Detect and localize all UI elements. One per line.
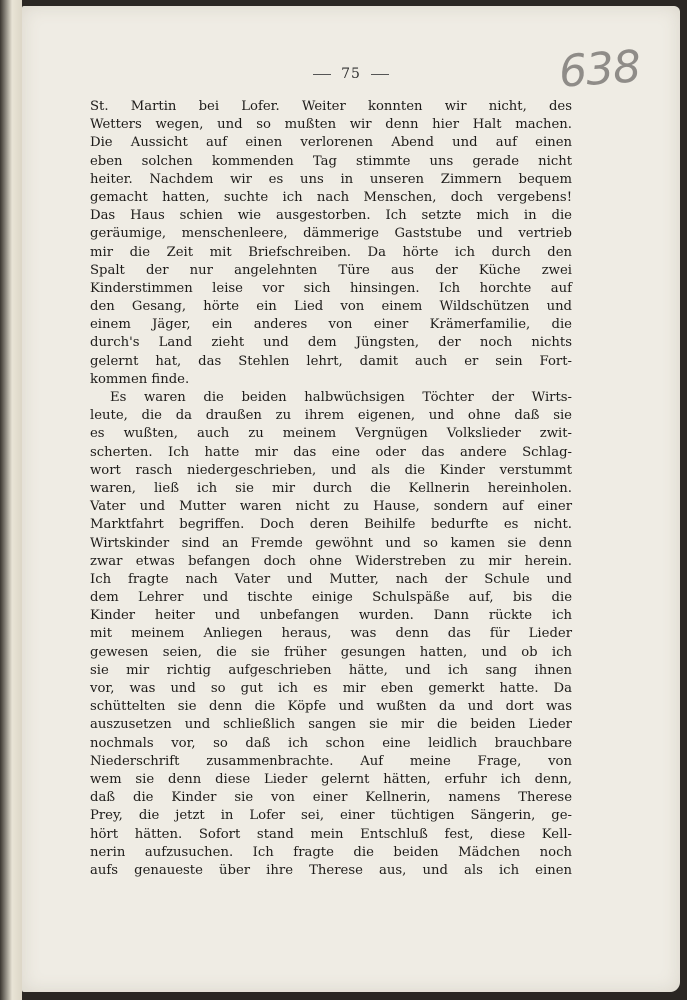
text-line: wort rasch niedergeschrieben, und als die Kinder verstummt: [90, 462, 572, 478]
text-line: es wußten, auch zu meinem Vergnügen Volkslieder zwit-: [90, 426, 572, 442]
text-line: Spalt der nur angelehnten Türe aus der Küche zwei: [90, 262, 572, 278]
text-line: kommen finde.: [90, 371, 190, 387]
body-text: [90, 98, 572, 880]
folio-dash-left: [313, 74, 331, 75]
text-line: Wirtskinder sind an Fremde gewöhnt und so kamen sie denn: [90, 535, 572, 551]
text-line: mit meinem Anliegen heraus, was denn das für Lieder: [90, 626, 572, 642]
text-line: einem Jäger, ein anderes von einer Krämerfamilie, die: [90, 317, 572, 333]
text-line: mir die Zeit mit Briefschreiben. Da hörte ich durch den: [90, 244, 572, 260]
text-line: leute, die da draußen zu ihrem eigenen, und ohne daß sie: [90, 408, 572, 424]
text-line: gelernt hat, das Stehlen lehrt, damit auch er sein Fort-: [90, 353, 572, 369]
text-line: scherten. Ich hatte mir das eine oder das andere Schlag-: [90, 444, 572, 460]
text-line: durch's Land zieht und dem Jüngsten, der noch nichts: [90, 335, 572, 351]
text-line: sie mir richtig aufgeschrieben hätte, und ich sang ihnen: [90, 662, 572, 678]
text-line: zwar etwas befangen doch ohne Widerstreben zu mir herein.: [90, 553, 572, 569]
page-number-value: 75: [341, 66, 361, 82]
text-line: Es waren die beiden halbwüchsigen Töchter der Wirts-: [110, 390, 572, 405]
text-line: Wetters wegen, und so mußten wir denn hier Halt machen.: [90, 117, 572, 133]
text-line: dem Lehrer und tischte einige Schulspäße auf, bis die: [90, 590, 572, 606]
text-line: Prey, die jetzt in Lofer sei, einer tüchtigen Sängerin, ge-: [90, 808, 572, 824]
text-line: Niederschrift zusammenbrachte. Auf meine Frage, von: [90, 753, 572, 769]
text-line: Kinder heiter und unbefangen wurden. Dann rückte ich: [90, 608, 572, 624]
text-line: Die Aussicht auf einen verlorenen Abend und auf einen: [90, 135, 572, 151]
text-line: nerin aufzusuchen. Ich fragte die beiden Mädchen noch: [90, 844, 572, 860]
text-line: heiter. Nachdem wir es uns in unseren Zimmern bequem: [90, 171, 572, 187]
text-line: daß die Kinder sie von einer Kellnerin, namens Therese: [90, 790, 572, 806]
text-line: schüttelten sie denn die Köpfe und wußten da und dort was: [90, 699, 572, 715]
text-line: auszusetzen und schließlich sangen sie mir die beiden Lieder: [90, 717, 572, 733]
text-line: Kinderstimmen leise vor sich hinsingen. Ich horchte auf: [90, 280, 572, 296]
text-line: St. Martin bei Lofer. Weiter konnten wir nicht, des: [90, 99, 572, 114]
text-line: geräumige, menschenleere, dämmerige Gaststube und vertrieb: [90, 226, 572, 242]
text-line: gemacht hatten, suchte ich nach Menschen, doch vergebens!: [90, 189, 572, 205]
text-line: aufs genaueste über ihre Therese aus, und als ich einen: [90, 862, 572, 878]
text-line: Marktfahrt begriffen. Doch deren Beihilfe bedurfte es nicht.: [90, 517, 572, 533]
text-line: hört hätten. Sofort stand mein Entschluß fest, diese Kell-: [90, 826, 572, 842]
text-line: gewesen seien, die sie früher gesungen hatten, und ob ich: [90, 644, 572, 660]
text-line: wem sie denn diese Lieder gelernt hätten, erfuhr ich denn,: [90, 771, 572, 787]
pencil-annotation: 638: [557, 41, 642, 98]
binding-edge: [0, 0, 22, 1000]
page-sheet: [22, 6, 680, 992]
folio-dash-right: [371, 74, 389, 75]
text-line: Ich fragte nach Vater und Mutter, nach der Schule und: [90, 571, 572, 587]
text-line: nochmals vor, so daß ich schon eine leidlich brauchbare: [90, 735, 572, 751]
text-line: Das Haus schien wie ausgestorben. Ich setzte mich in die: [90, 208, 572, 224]
text-line: eben solchen kommenden Tag stimmte uns gerade nicht: [90, 153, 572, 169]
text-line: den Gesang, hörte ein Lied von einem Wildschützen und: [90, 299, 572, 315]
text-line: vor, was und so gut ich es mir eben gemerkt hatte. Da: [90, 681, 572, 696]
text-line: Vater und Mutter waren nicht zu Hause, sondern auf einer: [90, 499, 572, 515]
text-line: waren, ließ ich sie mir durch die Kellnerin hereinholen.: [90, 480, 572, 496]
